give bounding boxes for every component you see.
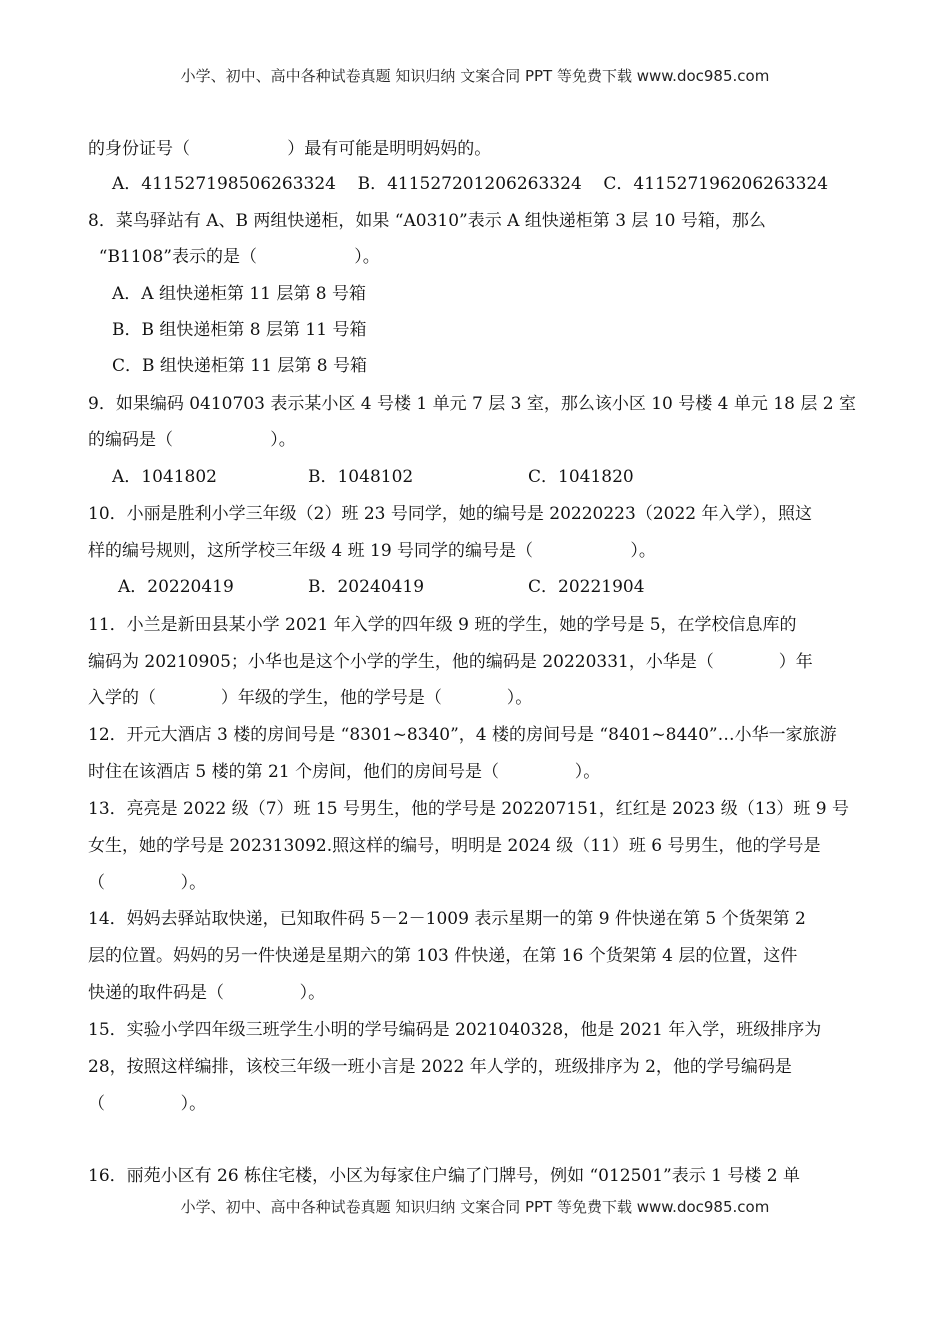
q8-line-1: 8．菜鸟驿站有 A、B 两组快递柜，如果 “A0310”表示 A 组快递柜第 3 层 10 号箱，那么 xyxy=(88,211,766,231)
q9-option-c: C．1041820 xyxy=(528,467,634,487)
q10-option-a: A．20220419 xyxy=(118,577,234,597)
q8-option-b: B．B 组快递柜第 8 层第 11 号箱 xyxy=(112,320,367,340)
q9-option-b: B．1048102 xyxy=(308,467,414,487)
q10-line-2: 样的编号规则，这所学校三年级 4 班 19 号同学的编号是（ ）。 xyxy=(88,541,656,561)
q11-line-1: 11．小兰是新田县某小学 2021 年入学的四年级 9 班的学生，她的学号是 5，在学校信息库的 xyxy=(88,615,797,635)
q7-options: A．411527198506263324 B．411527201206263324 C．411527196206263324 xyxy=(112,174,829,194)
q9-line-2: 的编码是（ ）。 xyxy=(88,430,296,450)
q9-line-1: 9．如果编码 0410703 表示某小区 4 号楼 1 单元 7 层 3 室，那么该小区 10 号楼 4 单元 18 层 2 室 xyxy=(88,394,856,414)
q11-line-2: 编码为 20210905；小华也是这个小学的学生，他的编码是 20220331，小华是（ ）年 xyxy=(88,652,813,672)
q10-line-1: 10．小丽是胜利小学三年级（2）班 23 号同学，她的编号是 20220223（2022 年入学），照这 xyxy=(88,504,812,524)
q10-option-b: B．20240419 xyxy=(308,577,425,597)
q8-line-2: “B1108”表示的是（ ）。 xyxy=(88,247,380,267)
q13-line-2: 女生，她的学号是 202313092.照这样的编号，明明是 2024 级（11）班 6 号男生，他的学号是 xyxy=(88,836,821,856)
q8-option-a: A．A 组快递柜第 11 层第 8 号箱 xyxy=(112,284,367,304)
page-header: 小学、初中、高中各种试卷真题 知识归纳 文案合同 PPT 等免费下载 www.doc985.com xyxy=(180,67,770,85)
q14-line-1: 14．妈妈去驿站取快递，已知取件码 5－2－1009 表示星期一的第 9 件快递在第 5 个货架第 2 xyxy=(88,909,806,929)
page-footer: 小学、初中、高中各种试卷真题 知识归纳 文案合同 PPT 等免费下载 www.doc985.com xyxy=(180,1198,770,1216)
q12-line-2: 时住在该酒店 5 楼的第 21 个房间，他们的房间号是（ ）。 xyxy=(88,762,601,782)
q9-option-a: A．1041802 xyxy=(112,467,217,487)
q16-line-1: 16．丽苑小区有 26 栋住宅楼，小区为每家住户编了门牌号，例如 “012501”表示 1 号楼 2 单 xyxy=(88,1166,800,1186)
q13-line-1: 13．亮亮是 2022 级（7）班 15 号男生，他的学号是 202207151，红红是 2023 级（13）班 9 号 xyxy=(88,799,850,819)
q13-line-3: （ ）。 xyxy=(88,873,207,893)
q15-line-1: 15．实验小学四年级三班学生小明的学号编码是 2021040328，他是 2021 年入学，班级排序为 xyxy=(88,1020,822,1040)
q12-line-1: 12．开元大酒店 3 楼的房间号是 “8301~8340”，4 楼的房间号是 “8401~8440”…小华一家旅游 xyxy=(88,725,837,745)
q15-line-2: 28，按照这样编排，该校三年级一班小言是 2022 年人学的，班级排序为 2，他的学号编码是 xyxy=(88,1057,792,1077)
q15-line-3: （ ）。 xyxy=(88,1094,207,1114)
q7-text: 的身份证号（ ）最有可能是明明妈妈的。 xyxy=(88,139,492,159)
q8-option-c: C．B 组快递柜第 11 层第 8 号箱 xyxy=(112,356,367,376)
q11-line-3: 入学的（ ）年级的学生，他的学号是（ ）。 xyxy=(88,688,533,708)
q14-line-3: 快递的取件码是（ ）。 xyxy=(88,983,326,1003)
q14-line-2: 层的位置。妈妈的另一件快递是星期六的第 103 件快递，在第 16 个货架第 4 层的位置，这件 xyxy=(88,946,798,966)
q10-option-c: C．20221904 xyxy=(528,577,645,597)
